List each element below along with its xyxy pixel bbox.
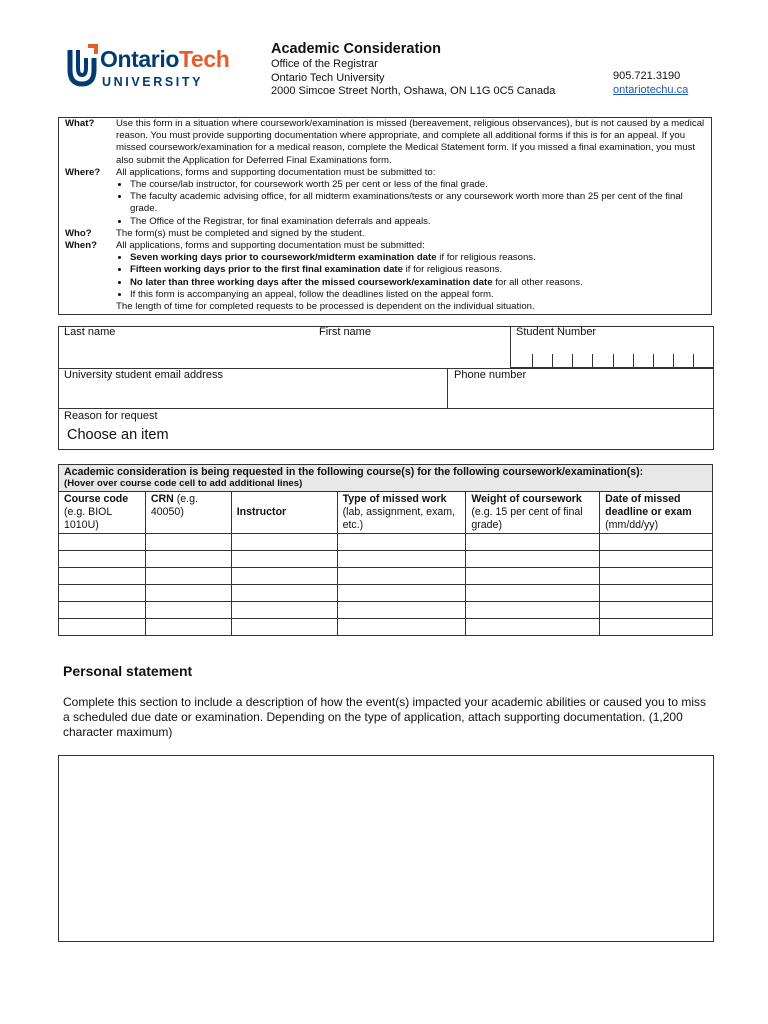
column-header: Type of missed work (lab, assignment, exam, etc.) — [337, 492, 466, 534]
logo-subtitle: UNIVERSITY — [102, 75, 204, 89]
table-row[interactable] — [59, 568, 713, 585]
logo-wordmark: OntarioTech — [100, 46, 230, 72]
table-subheading: (Hover over course code cell to add additional lines) — [64, 478, 303, 489]
divider — [447, 368, 448, 409]
table-row[interactable] — [59, 585, 713, 602]
personal-statement-title: Personal statement — [63, 663, 193, 679]
office-line: Office of the Registrar — [271, 58, 378, 70]
list-item: • The Office of the Registrar, for final examination deferrals and appeals. — [130, 216, 711, 228]
personal-statement-field[interactable] — [58, 755, 714, 942]
email-label: University student email address — [64, 369, 223, 381]
table-heading: Academic consideration is being requested in the following course(s) for the following coursework/examination(s): — [64, 466, 644, 478]
what-text: Use this form in a situation where coursework/examination is missed (bereavement, religious observances), but is not caused by a medical reason. You must provide supporting documentation where appropriate, and complete all additional forms if this is for an appeal. If you missed coursework/examination for a medical reason, complete the Medical Statement form. If you missed a final examination, you must also submit the Application for Deferred Final Examinations form. — [116, 118, 705, 166]
website-link[interactable]: ontariotechu.ca — [613, 84, 689, 96]
processing-note: The length of time for completed requests to be processed is dependent on the individual situation. — [116, 301, 535, 313]
last-name-label: Last name — [64, 326, 116, 338]
when-list — [116, 252, 711, 301]
who-text: The form(s) must be completed and signed by the student. — [116, 227, 365, 239]
where-label: Where? — [65, 166, 101, 178]
list-item: • The course/lab instructor, for coursework worth 25 per cent or less of the final grade. — [130, 179, 711, 191]
university-line: Ontario Tech University — [271, 71, 385, 84]
list-item: • Seven working days prior to coursework/midterm examination date if for religious reasons. — [130, 252, 711, 264]
table-heading-row — [59, 465, 713, 492]
column-header: CRN (e.g. 40050) — [145, 492, 231, 534]
personal-statement-instructions: Complete this section to include a description of how the event(s) impacted your academic abilities or caused you to miss a scheduled due date or examination. Depending on the type of application, attach supporting documentation. (1,200 character maximum) — [63, 695, 706, 739]
list-item: • The faculty academic advising office, for all midterm examinations/tests or any coursework worth more than 25 per cent of the final grade. — [130, 191, 711, 215]
list-item: • Fifteen working days prior to the first final examination date if for religious reasons. — [130, 264, 711, 276]
ontario-tech-logo — [66, 44, 256, 94]
when-label: When? — [65, 240, 97, 252]
column-header: Instructor — [231, 492, 337, 534]
contact-block — [613, 69, 688, 97]
page-title: Academic Consideration — [271, 41, 442, 57]
first-name-label: First name — [319, 326, 371, 338]
table-row[interactable] — [59, 551, 713, 568]
reason-dropdown[interactable]: Choose an item — [67, 427, 169, 443]
table-row[interactable] — [59, 534, 713, 551]
header-block — [271, 40, 555, 99]
table-header-row — [59, 492, 713, 534]
phone-text: 905.721.3190 — [613, 70, 681, 82]
table-row[interactable] — [59, 602, 713, 619]
reason-label: Reason for request — [64, 410, 158, 422]
column-header: Weight of coursework (e.g. 15 per cent of final grade) — [466, 492, 600, 534]
student-number-label: Student Number — [516, 326, 597, 338]
logo-mark-icon — [66, 44, 98, 88]
table-row[interactable] — [59, 619, 713, 636]
column-header: Date of missed deadline or exam (mm/dd/yy) — [600, 492, 713, 534]
list-item: • No later than three working days after the missed coursework/examination date for all other reasons. — [130, 277, 711, 289]
when-row — [59, 240, 711, 313]
list-item: • If this form is accompanying an appeal, follow the deadlines listed on the appeal form. — [130, 289, 711, 301]
when-text: All applications, forms and supporting documentation must be submitted: — [116, 240, 425, 252]
where-text: All applications, forms and supporting documentation must be submitted to: — [116, 166, 436, 178]
address-line: 2000 Simcoe Street North, Oshawa, ON L1G 0C5 Canada — [271, 85, 556, 97]
who-row — [59, 228, 711, 240]
what-label: What? — [65, 118, 95, 129]
where-row — [59, 167, 711, 228]
course-table — [58, 464, 713, 636]
who-label: Who? — [65, 227, 92, 239]
column-header: Course code (e.g. BIOL 1010U) — [59, 492, 146, 534]
student-number-input[interactable] — [532, 354, 694, 367]
what-row — [59, 118, 711, 167]
phone-label: Phone number — [454, 369, 527, 381]
where-list — [116, 179, 711, 228]
name-field[interactable] — [58, 326, 511, 369]
instructions-box — [58, 117, 712, 315]
